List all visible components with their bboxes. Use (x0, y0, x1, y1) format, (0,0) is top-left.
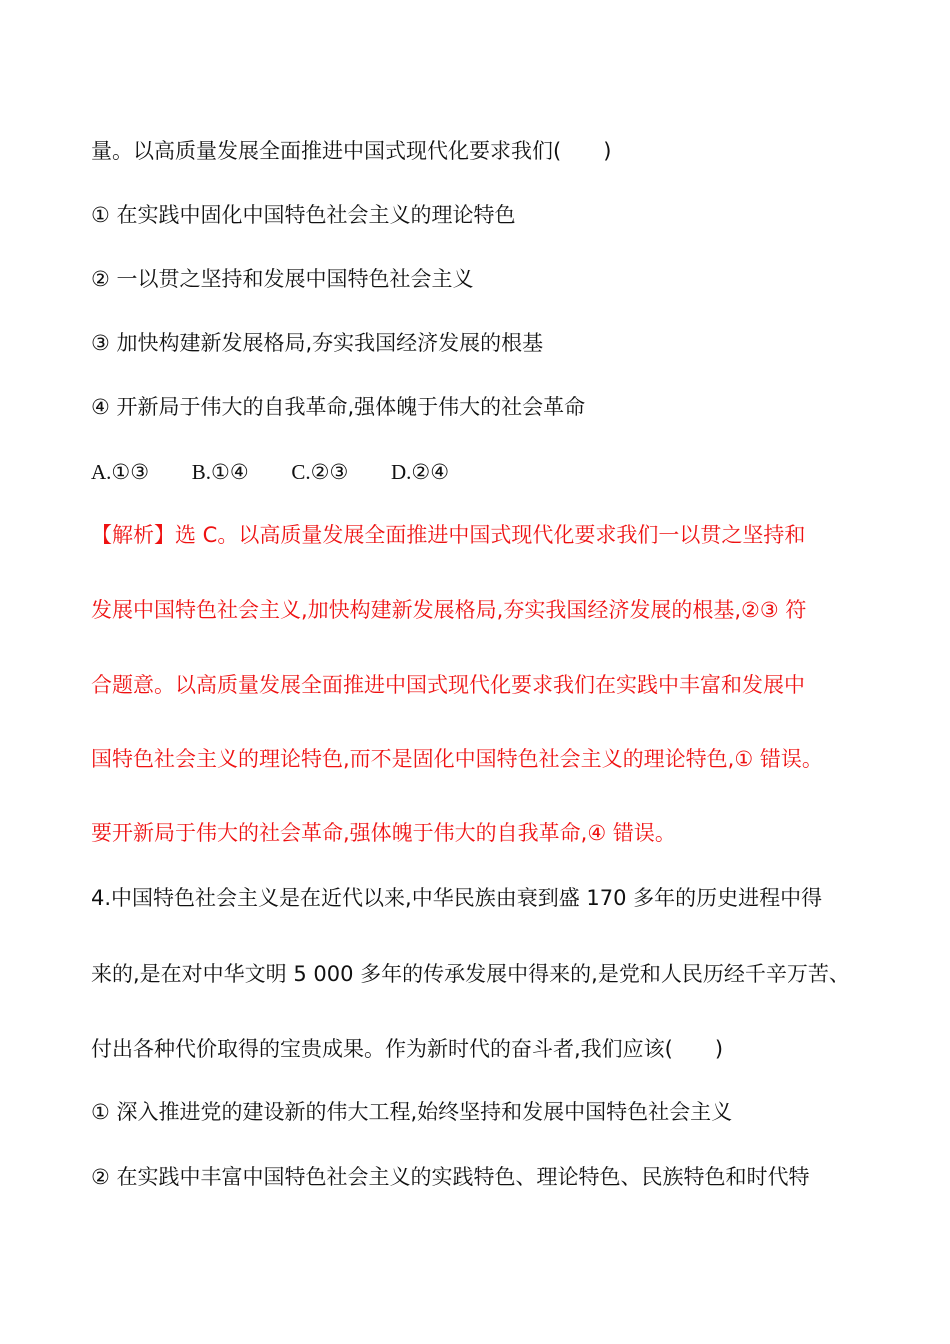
option-d: D.②④ (390, 460, 450, 484)
analysis-line-2: 发展中国特色社会主义,加快构建新发展格局,夯实我国经济发展的根基,②③ 符 (91, 598, 807, 622)
analysis-line-1: 【解析】选 C。以高质量发展全面推进中国式现代化要求我们一以贯之坚持和 (91, 523, 806, 547)
q4-item-1: ① 深入推进党的建设新的伟大工程,始终坚持和发展中国特色社会主义 (91, 1100, 733, 1124)
question-4-line-1: 4.中国特色社会主义是在近代以来,中华民族由衰到盛 170 多年的历史进程中得 (91, 886, 823, 910)
q3-item-4: ④ 开新局于伟大的自我革命,强体魄于伟大的社会革命 (91, 395, 586, 419)
option-a: A.①③ (91, 460, 150, 484)
question-4-line-2: 来的,是在对中华文明 5 000 多年的传承发展中得来的,是党和人民历经千辛万苦、 (91, 962, 850, 986)
q4-item-2: ② 在实践中丰富中国特色社会主义的实践特色、理论特色、民族特色和时代特 (91, 1165, 810, 1189)
analysis-line-5: 要开新局于伟大的社会革命,强体魄于伟大的自我革命,④ 错误。 (91, 821, 676, 845)
q3-options (91, 457, 485, 487)
q3-item-3: ③ 加快构建新发展格局,夯实我国经济发展的根基 (91, 331, 544, 355)
q3-item-2: ② 一以贯之坚持和发展中国特色社会主义 (91, 267, 474, 291)
q3-item-1: ① 在实践中固化中国特色社会主义的理论特色 (91, 203, 516, 227)
question-4-line-3: 付出各种代价取得的宝贵成果。作为新时代的奋斗者,我们应该( ) (91, 1037, 724, 1061)
question-3-stem-end: 量。以高质量发展全面推进中国式现代化要求我们( ) (91, 139, 612, 163)
option-b: B.①④ (191, 460, 249, 484)
analysis-line-3: 合题意。以高质量发展全面推进中国式现代化要求我们在实践中丰富和发展中 (91, 673, 805, 697)
analysis-line-4: 国特色社会主义的理论特色,而不是固化中国特色社会主义的理论特色,① 错误。 (91, 747, 823, 771)
option-c: C.②③ (291, 460, 349, 484)
